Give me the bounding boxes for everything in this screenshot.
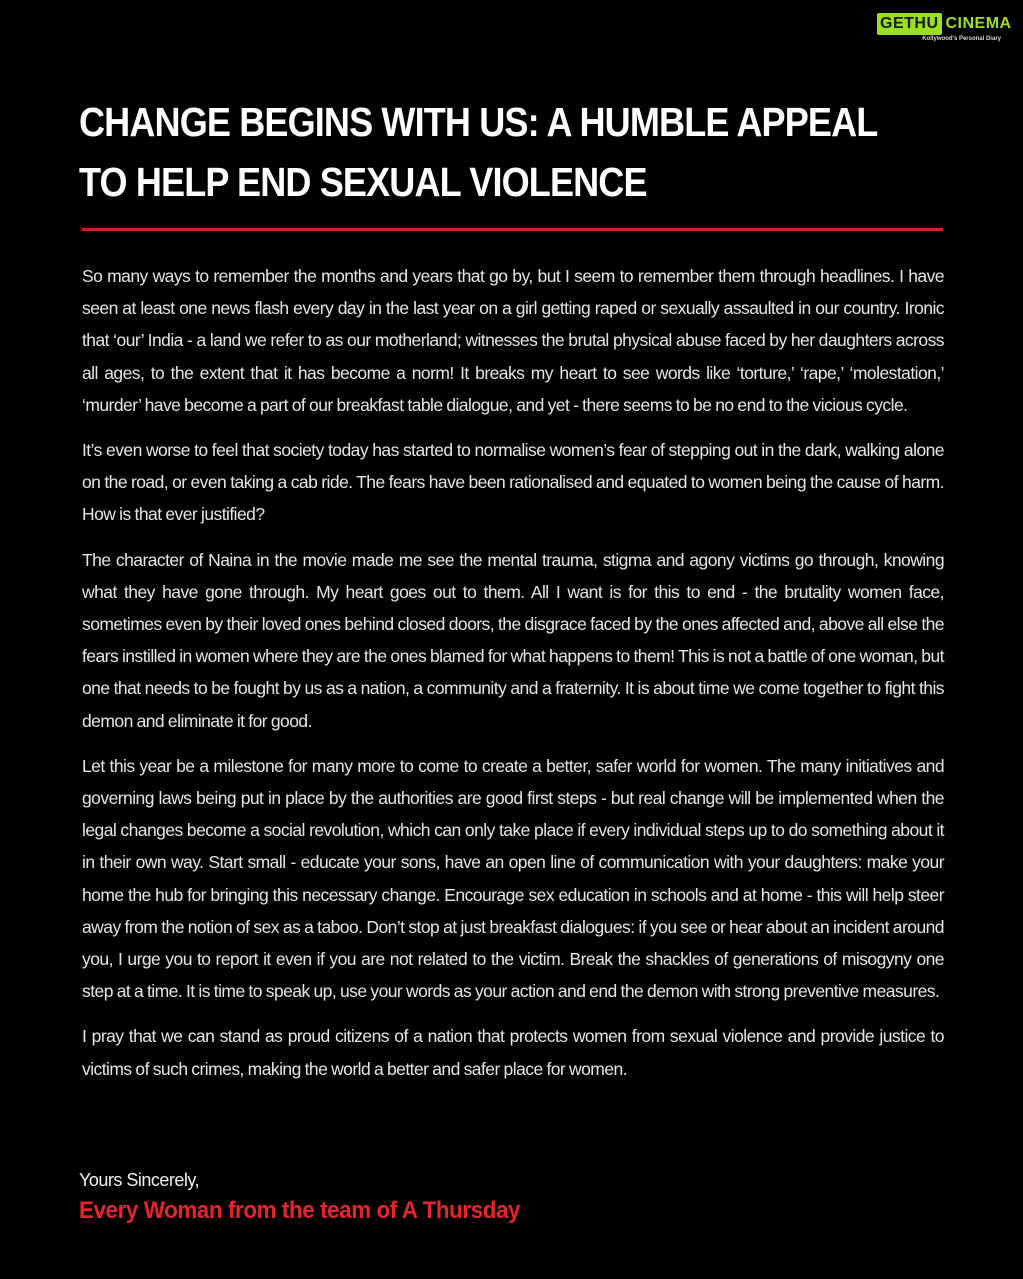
paragraph-1: So many ways to remember the months and years that go by, but I seem to remember them through headlines. I have seen at least one news flash every day in the last year on a girl getting raped or sexually assaulted in our country. Ironic that ‘our’ India - a land we refer to as our motherland; witnesses the brutal physical abuse faced by her daughters across all ages, to the extent that it has become a norm! It breaks my heart to see words like ‘torture,’ ‘rape,’ ‘molestation,’ ‘murder’ have become a part of our breakfast table dialogue, and yet - there seems to be no end to the vicious cycle. [82, 266, 944, 415]
gethucinema-watermark-logo [877, 12, 1012, 46]
red-divider [82, 228, 943, 231]
paragraph-5: I pray that we can stand as proud citizens of a nation that protects women from sexual violence and provide justice to victims of such crimes, making the world a better and safer place for women. [82, 1026, 944, 1079]
paragraph-4: Let this year be a milestone for many more to come to create a better, safer world for women. The many initiatives and governing laws being put in place by the authorities are good first steps - but real change will be implemented when the legal changes become a social revolution, which can only take place if every individual steps up to do something about it in their own way. Start small - educate your sons, have an open line of communication with your daughters: make your home the hub for bringing this necessary change. Encourage sex education in schools and at home - this will help steer away from the notion of sex as a taboo. Don’t stop at just breakfast dialogues: if you see or hear about an incident around you, I urge you to report it even if you are not related to the victim. Break the shackles of generations of misogyny one step at a time. It is time to speak up, use your words as your action and end the demon with strong preventive measures. [82, 755, 944, 1002]
page-title [79, 92, 878, 212]
title-line-1: CHANGE BEGINS WITH US: A HUMBLE APPEAL [79, 99, 878, 145]
paragraph-2: It’s even worse to feel that society today has started to normalise women’s fear of stepping out in the dark, walking alone on the road, or even taking a cab ride. The fears have been rationalised and equated to women being the cause of harm. How is that ever justified? [82, 440, 944, 525]
watermark-tagline: Kollywood's Personal Diary [922, 36, 1001, 42]
watermark-brand-part2: CINEMA [945, 15, 1012, 32]
watermark-wordmark [877, 12, 1012, 36]
title-line-2: TO HELP END SEXUAL VIOLENCE [79, 159, 647, 205]
paragraph-3: The character of Naina in the movie made me see the mental trauma, stigma and agony victims go through, knowing what they have gone through. My heart goes out to them. All I want is for this to end - the brutality women face, sometimes even by their loved ones behind closed doors, the disgrace faced by the ones affected and, above all else the fears instilled in women where they are the ones blamed for what happens to them! This is not a battle of one woman, but one that needs to be fought by us as a nation, a community and a fraternity. It is about time we come together to fight this demon and eliminate it for good. [82, 549, 944, 731]
letter-body [82, 260, 944, 1098]
watermark-brand-part1: GETHU [877, 13, 942, 35]
salutation: Yours Sincerely, [79, 1170, 200, 1190]
signature: Every Woman from the team of A Thursday [79, 1197, 521, 1224]
